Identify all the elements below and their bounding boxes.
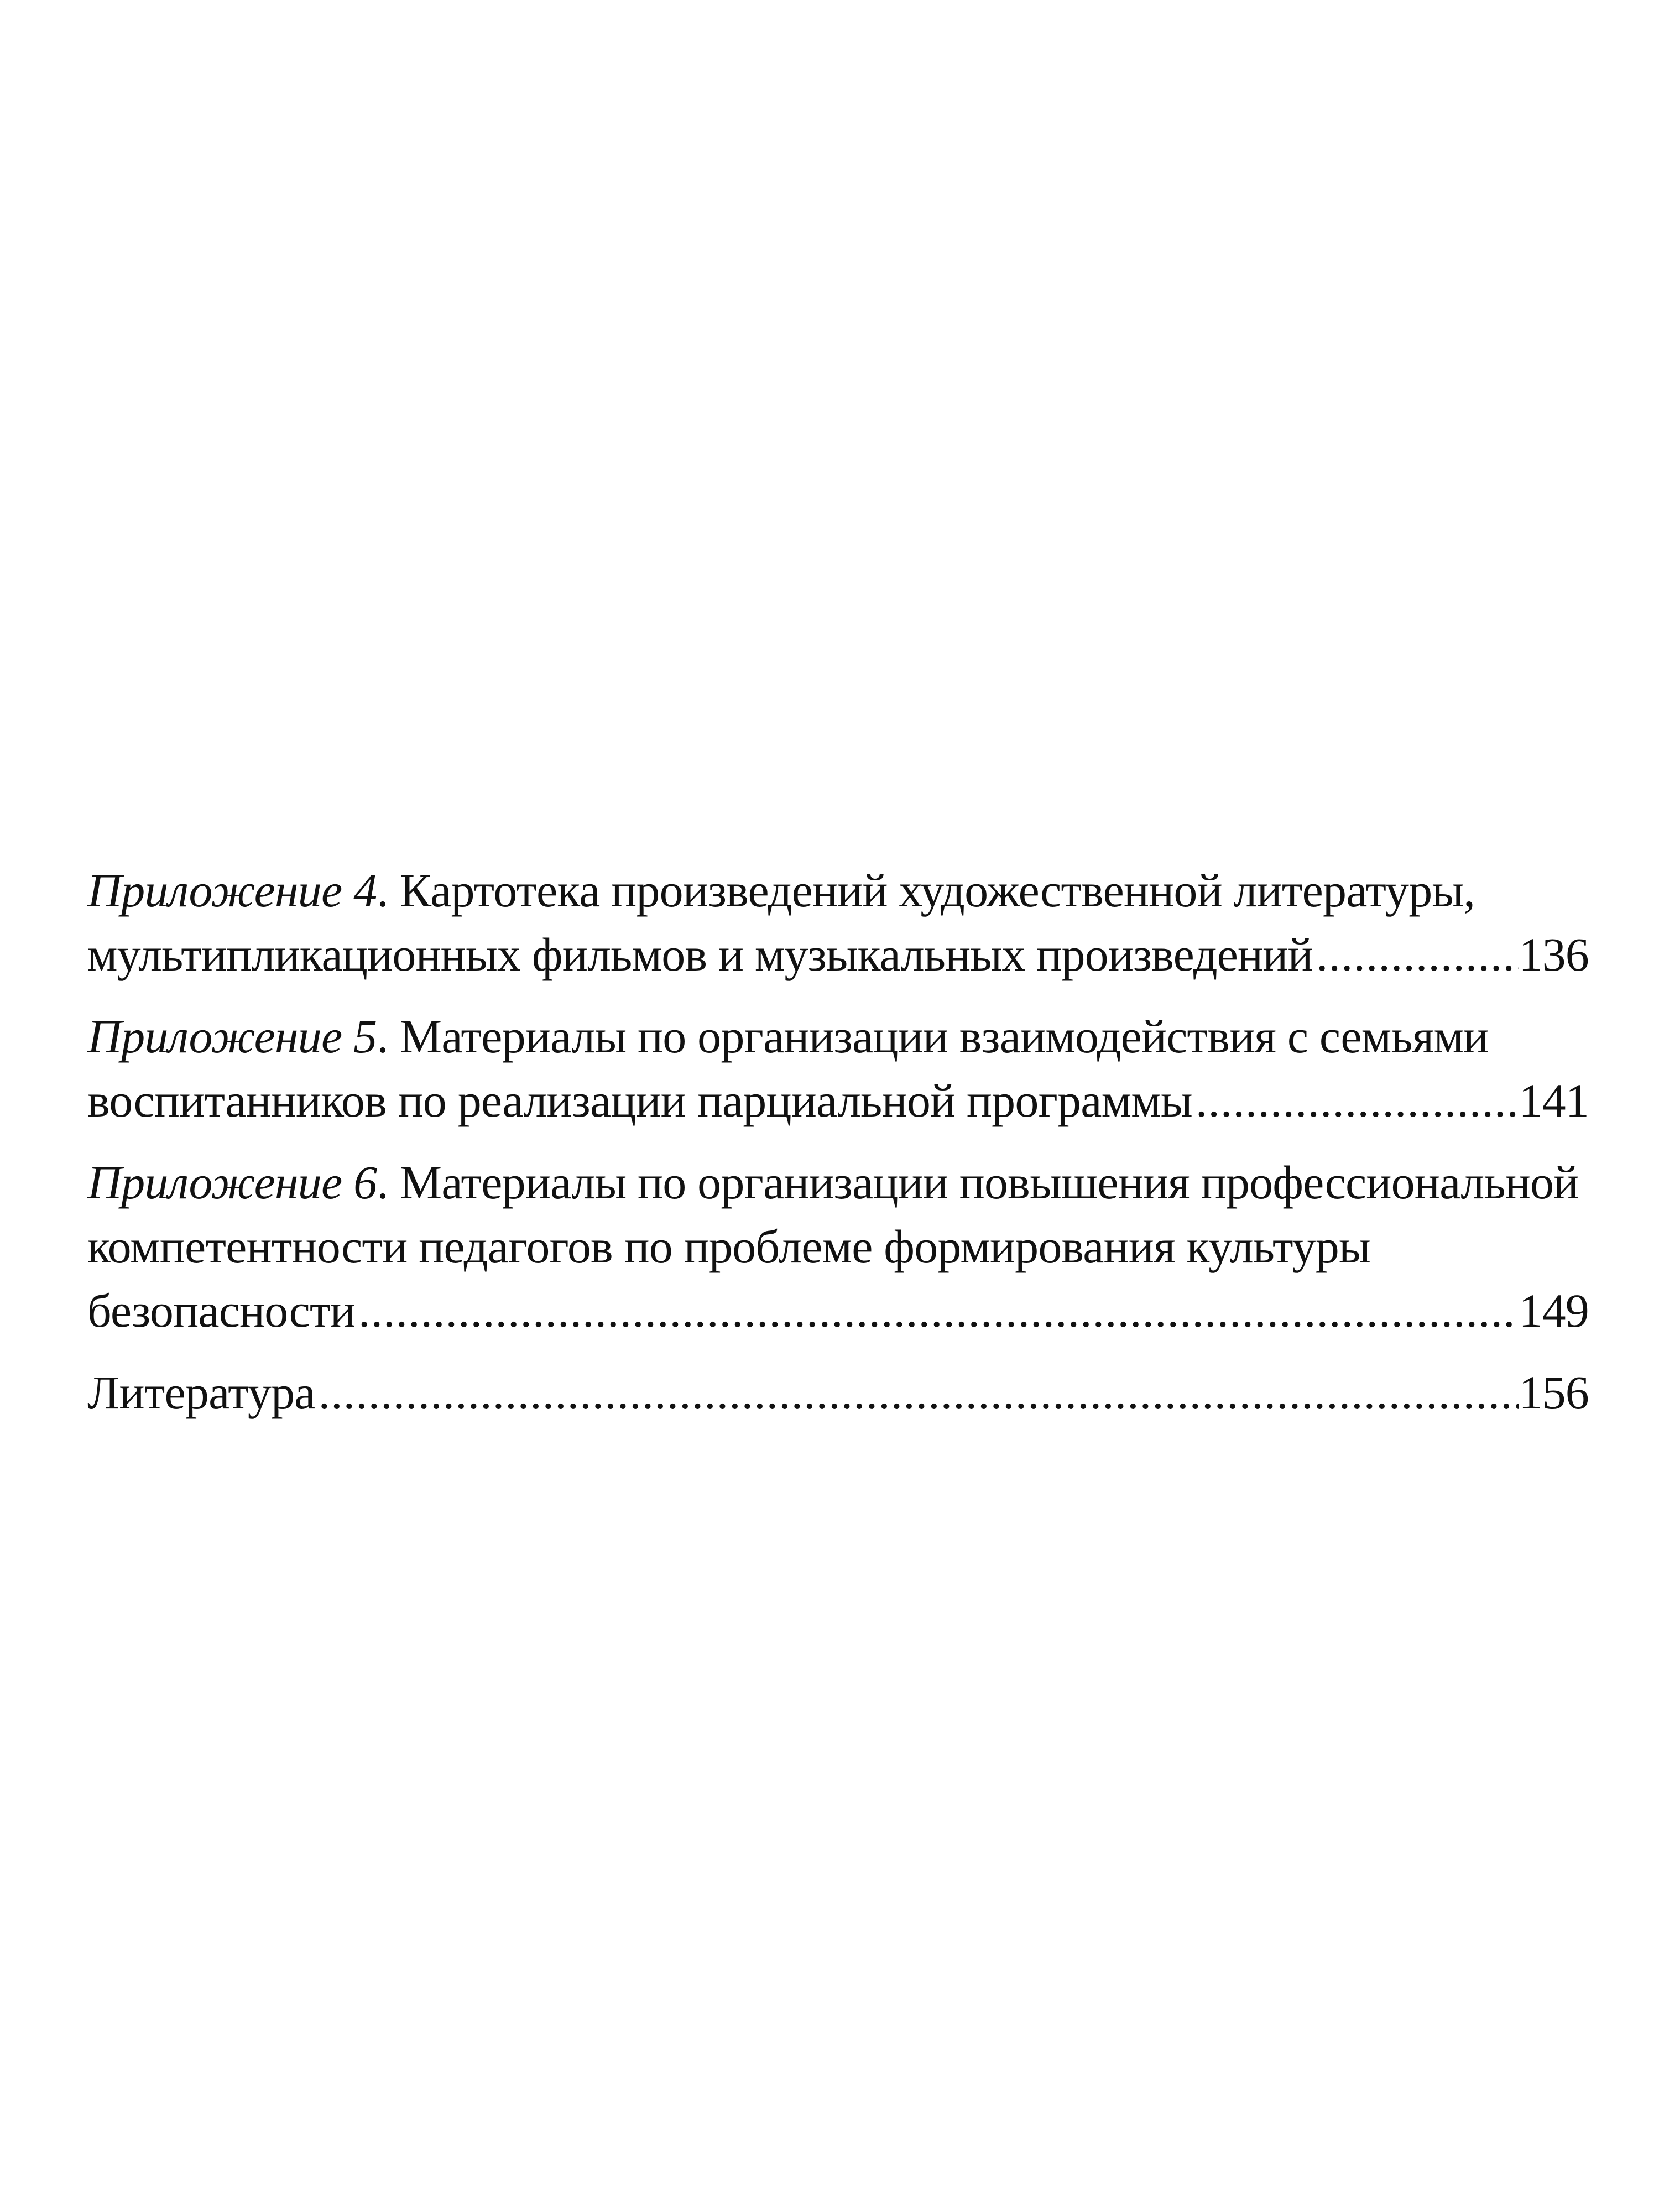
toc-entry-first-line [87, 858, 1589, 922]
toc-entry-appendix-4 [87, 858, 1589, 987]
toc-entry-title-start: . Материалы по организации повышения профессиональной [377, 1156, 1579, 1209]
toc-entry-literature [87, 1360, 1589, 1425]
table-of-contents [87, 858, 1589, 1425]
toc-entry-appendix-6 [87, 1150, 1589, 1343]
toc-entry-first-line [87, 1004, 1589, 1068]
toc-entry-title-start: . Материалы по организации взаимодействия с семьями [377, 1010, 1489, 1063]
toc-entry-title-end: безопасности [87, 1284, 356, 1337]
toc-entry-label: Приложение 4 [87, 864, 377, 917]
toc-entry-last-line [87, 1068, 1589, 1133]
toc-entry-appendix-5 [87, 1004, 1589, 1133]
toc-entry-label: Приложение 6 [87, 1156, 377, 1209]
toc-entry-page-number: 156 [1519, 1366, 1589, 1419]
toc-entry-last-line [87, 1279, 1589, 1343]
dot-leader [1313, 922, 1519, 987]
toc-entry-page-number: 141 [1519, 1074, 1589, 1127]
toc-entry-title-start: . Картотека произведений художественной литературы, [377, 864, 1475, 917]
toc-entry-last-line [87, 922, 1589, 987]
dot-leader [355, 1279, 1519, 1343]
toc-entry-title-end: мультипликационных фильмов и музыкальных произведений [87, 928, 1313, 981]
toc-entry-title-end: воспитанников по реализации парциальной программы [87, 1074, 1192, 1127]
dot-leader [1192, 1068, 1519, 1133]
toc-entry-last-line [87, 1360, 1589, 1425]
toc-entry-page-number: 136 [1519, 928, 1589, 981]
dot-leader [315, 1360, 1519, 1425]
toc-entry-label: Приложение 5 [87, 1010, 377, 1063]
toc-entry-first-line [87, 1150, 1589, 1214]
toc-entry-page-number: 149 [1519, 1284, 1589, 1337]
toc-entry-title: Литература [87, 1366, 315, 1419]
toc-entry-middle-line: компетентности педагогов по проблеме формирования культуры [87, 1220, 1370, 1273]
